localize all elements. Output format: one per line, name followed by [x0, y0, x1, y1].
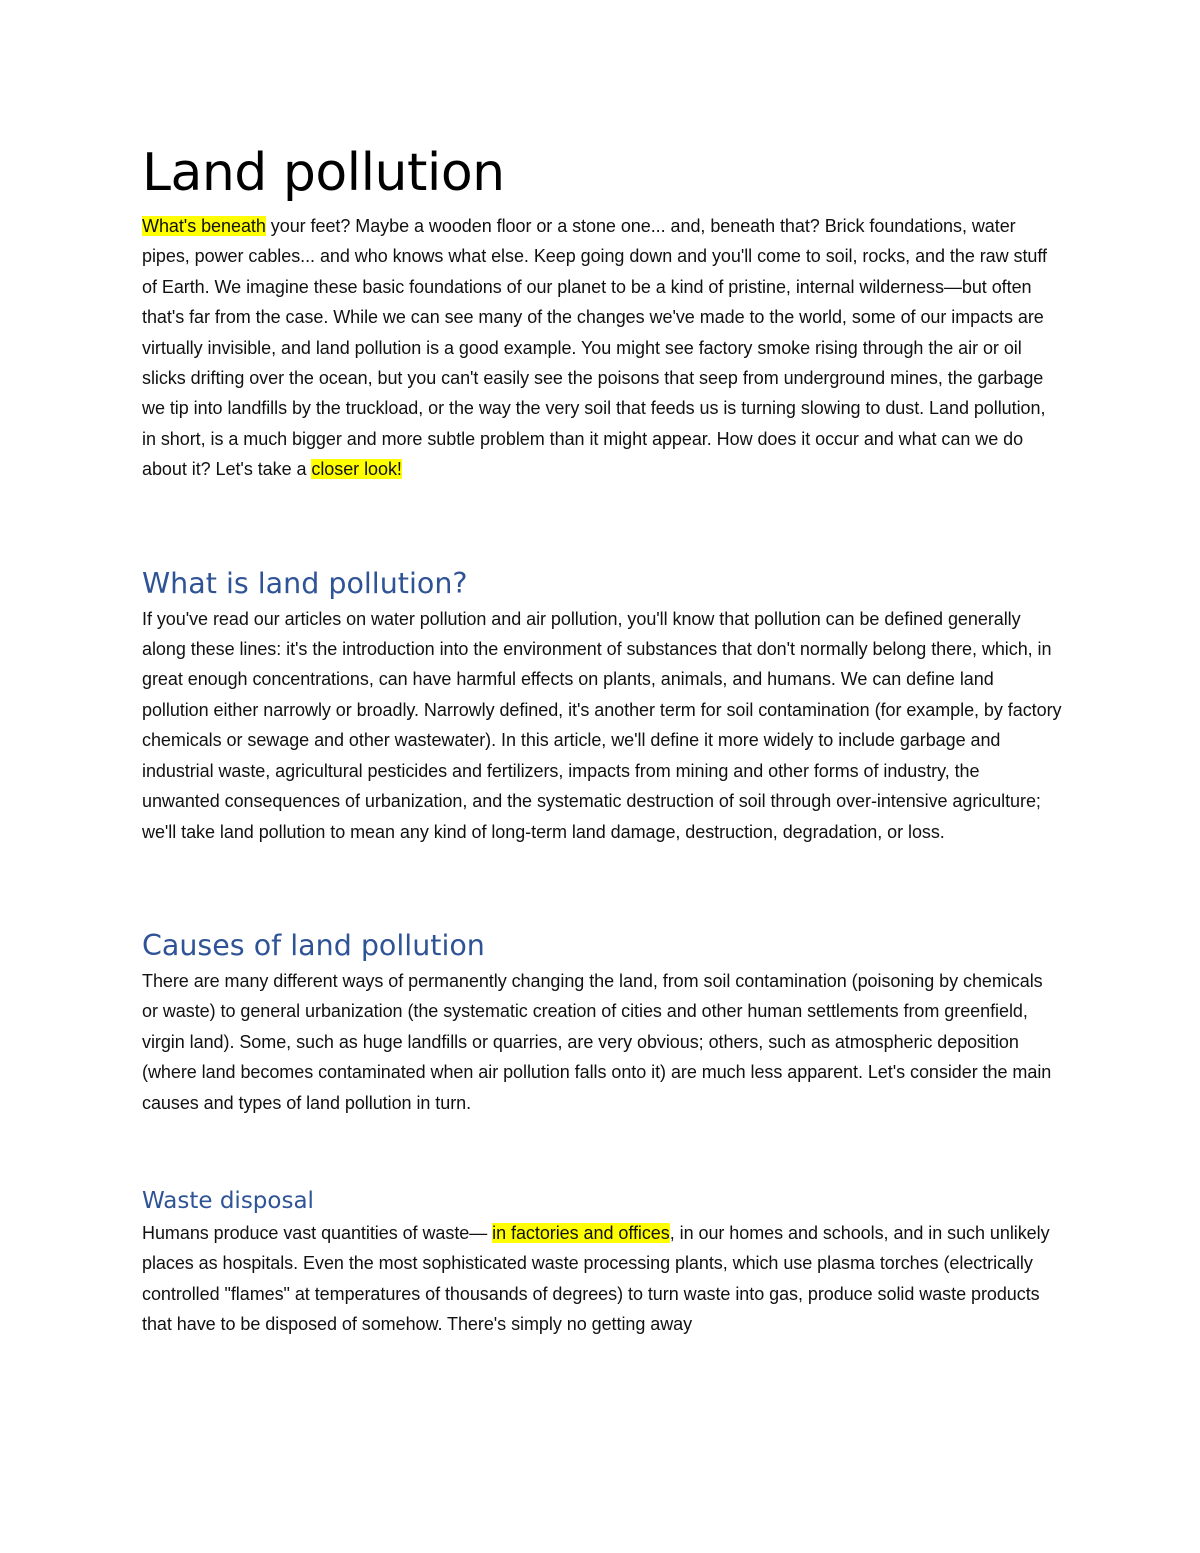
section-heading-causes: Causes of land pollution [142, 928, 485, 962]
section-paragraph: If you've read our articles on water pollution and air pollution, you'll know that pollution can be defined generally along these lines: it's the introduction into the environment of substances that don't normally belong there, which, in great enough concentrations, can have harmful effects on plants, animals, and humans. We can define land pollution either narrowly or broadly. Narrowly defined, it's another term for soil contamination (for example, by factory chemicals or sewage and other wastewater). In this article, we'll define it more widely to include garbage and industrial waste, agricultural pesticides and fertilizers, impacts from mining and other forms of industry, the unwanted consequences of urbanization, and the systematic destruction of soil through over-intensive agriculture; we'll take land pollution to mean any kind of long-term land damage, destruction, degradation, or loss. [142, 608, 1062, 842]
document-title: Land pollution [142, 143, 505, 203]
highlighted-text: closer look! [311, 459, 402, 480]
paragraph-text: your feet? Maybe a wooden floor or a stone one... and, beneath that? Brick foundations, water pipes, power cables... and who knows what else. Keep going down and you'll come to soil, rocks, and the raw stuff of Earth. We imagine these basic foundations of our planet to be a kind of pristine, internal wilderness—but often that's far from the case. While we can see many of the changes we've made to the world, some of our impacts are virtually invisible, and land pollution is a good example. You might see factory smoke rising through the air or oil slicks drifting over the ocean, but you can't easily see the poisons that seep from underground mines, the garbage we tip into landfills by the truckload, or the way the very soil that feeds us is turning slowing to dust. Land pollution, in short, is a much bigger and more subtle problem than it might appear. How does it occur and what can we do about it? Let's take a [142, 216, 1047, 480]
highlighted-text: What's beneath [142, 216, 266, 236]
intro-paragraph [142, 211, 1062, 485]
paragraph-text: , in our homes and schools, and in such unlikely places as hospitals. Even the most sophisticated waste processing plants, which use plasma torches (electrically controlled "flames" at temperatures of thousands of degrees) to turn waste into gas, produce solid waste products that have to be disposed of somehow. There's simply no getting away [142, 1222, 1050, 1335]
section-paragraph: There are many different ways of permanently changing the land, from soil contamination (poisoning by chemicals or waste) to general urbanization (the systematic creation of cities and other human settlements from greenfield, virgin land). Some, such as huge landfills or quarries, are very obvious; others, such as atmospheric deposition (where land becomes contaminated when air pollution falls onto it) are much less apparent. Let's consider the main causes and types of land pollution in turn. [142, 970, 1052, 1113]
section-paragraph [142, 1218, 1062, 1340]
paragraph-text: Humans produce vast quantities of waste— [142, 1222, 493, 1243]
document-body [142, 135, 1062, 1340]
subsection-heading-waste-disposal: Waste disposal [142, 1187, 314, 1214]
section-heading-what-is-land-pollution: What is land pollution? [142, 566, 468, 600]
highlighted-text: in factories and offices [492, 1222, 670, 1243]
